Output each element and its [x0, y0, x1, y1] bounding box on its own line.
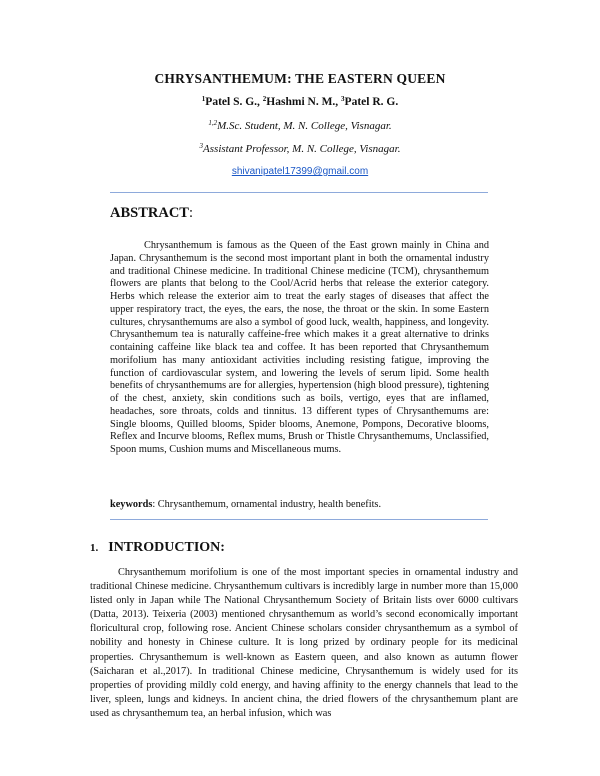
author-1-name: Patel S. G., [205, 96, 263, 108]
abstract-divider [110, 519, 488, 520]
keywords-text: : Chrysanthemum, ornamental industry, health benefits. [152, 499, 382, 510]
author-3-affiliation-mark: 3 [341, 95, 345, 103]
affiliation-1-text: M.Sc. Student, M. N. College, Visnagar. [217, 120, 392, 132]
affiliation-1-mark: 1,2 [208, 119, 218, 127]
affiliation-2-text: Assistant Professor, M. N. College, Visnagar. [203, 143, 401, 155]
abstract-heading-text: ABSTRACT [110, 205, 189, 221]
section-number: 1. [90, 542, 99, 554]
author-3-name: Patel R. G. [344, 96, 399, 108]
affiliation-professor [0, 142, 600, 155]
author-1-affiliation-mark: 1 [201, 95, 206, 103]
abstract-heading-colon: : [188, 205, 193, 221]
introduction-body [90, 566, 518, 721]
affiliation-2-mark: 3 [199, 142, 204, 150]
introduction-heading [90, 540, 225, 556]
author-2-affiliation-mark: 2 [262, 95, 267, 103]
paper-title: CHRYSANTHEMUM: THE EASTERN QUEEN [154, 71, 446, 86]
keywords-label: keywords [110, 499, 153, 510]
keywords-line [110, 499, 490, 510]
introduction-paragraph: Chrysanthemum morifolium is one of the most important species in ornamental industry and traditional Chinese medicine. Chrysanthemum cultivars is incredibly large in number more than 15,000 listed only in Japan while The National Chrysanthemum Society of Britain lists over 6000 cultivars (Datta, 2013). Teixeria (2003) mentioned chrysanthemum as world’s second economically important floricultural crop, following rose. Ancient Chinese scholars consider chrysanthemum as a symbol of nobility and honesty in Chinese culture. It is long prized by ordinary people for its medicinal properties. Chrysanthemum is well-known as Eastern queen, and also known as autumn flower (Saicharan et al.,2017). In traditional Chinese medicine, Chrysanthemum is widely used for its properties of providing mildly cold energy, and having affinity to the energy channels that lead to the liver, spleen, lungs and kidneys. In ancient china, the dried flowers of the chrysanthemum plant are used as chrysanthemum tea, an herbal infusion, which was [90, 567, 518, 719]
abstract-body [110, 240, 489, 457]
introduction-heading-text: INTRODUCTION: [108, 540, 225, 555]
abstract-paragraph: Chrysanthemum is famous as the Queen of the East grown mainly in China and Japan. Chrysanthemum is the second most important plant in both the ornamental industry and traditional Chinese medicine. In traditional Chinese medicine (TCM), chrysanthemum flowers are plants that belong to the Cool/Acrid herbs that release the exterior category. Herbs which release the exterior aim to treat the early stages of diseases that affect the upper respiratory tract, the eyes, the ears, the nose, the throat or the skin. In some Eastern cultures, chrysanthemums are also a symbol of good luck, wealth, happiness, and longevity. Chrysanthemum tea is naturally caffeine-free which makes it a great alternative to drinks containing caffeine like black tea and coffee. It has been reported that Chrysanthemum morifolium has many antioxidant activities including resisting fatigue, improving the function of cardiovascular system, and lowering the levels of serum lipid. Some health benefits of chrysanthemums are for allergies, hypertension (high blood pressure), tightening of the chest, anxiety, skin conditions such as boils, vertigo, eyes that are inflamed, headaches, sore throats, colds and tinnitus. 13 different types of Chrysanthemums are: Single blooms, Quilled blooms, Spider blooms, Anemone, Pompons, Decorative blooms, Reflex and Incurve blooms, Reflex mums, Brush or Thistle Chrysanthemums, Unclassified, Spoon mums, Cushion mums and Miscellaneous mums. [110, 240, 489, 455]
author-2-name: Hashmi N. M., [266, 96, 342, 108]
affiliation-students [0, 119, 600, 132]
email-link[interactable]: shivanipatel17399@gmail.com [231, 166, 369, 177]
header-divider [110, 192, 488, 193]
abstract-heading [110, 205, 193, 222]
author-list [0, 95, 600, 108]
